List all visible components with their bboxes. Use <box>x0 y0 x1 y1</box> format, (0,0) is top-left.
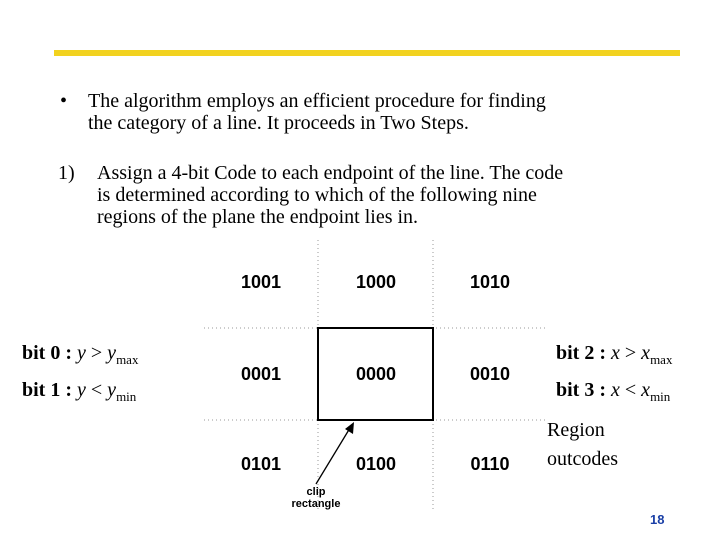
step-line-3: regions of the plane the endpoint lies in. <box>97 206 419 228</box>
bullet-line-2: the category of a line. It proceeds in Two Steps. <box>88 112 469 134</box>
code-top-left: 1001 <box>240 272 282 292</box>
clip-arrow-line <box>316 428 350 484</box>
region-label-line-1: Region <box>547 419 605 441</box>
region-label-line-2: outcodes <box>547 448 619 470</box>
bullet-marker: • <box>60 90 68 112</box>
clip-label-line-2: rectangle <box>291 498 341 510</box>
bit1-label: bit 1 : $y < y_{min}$ <box>22 379 137 404</box>
step-line-2: is determined according to which of the following nine <box>97 184 537 206</box>
code-bottom-center: 0100 <box>355 454 397 474</box>
bullet-line-1: The algorithm employs an efficient procedure for finding <box>88 90 546 112</box>
step-text <box>97 162 677 228</box>
title-accent-bar <box>54 50 680 56</box>
code-top-center: 1000 <box>355 272 397 292</box>
code-center: 0000 <box>355 364 397 384</box>
code-bottom-right: 0110 <box>470 454 510 474</box>
code-bottom-left: 0101 <box>240 454 282 474</box>
clip-arrow-head <box>345 422 354 434</box>
outcode-diagram <box>0 236 720 526</box>
clip-label-line-1: clip <box>306 486 326 498</box>
bit2-label: bit 2 : $x > x_{max}$ <box>556 342 673 367</box>
bit0-label: bit 0 : $y > y_{max}$ <box>22 342 139 367</box>
step-line-1: Assign a 4-bit Code to each endpoint of the line. The code <box>97 162 564 184</box>
bit3-label: bit 3 : $x < x_{min}$ <box>556 379 671 404</box>
clip-rectangle-label <box>276 486 356 510</box>
code-middle-left: 0001 <box>240 364 282 384</box>
step-number: 1) <box>58 162 75 184</box>
bullet-text <box>88 90 688 134</box>
code-middle-right: 0010 <box>469 364 511 384</box>
region-outcodes-label <box>547 416 618 474</box>
page-number: 18 <box>650 512 665 527</box>
code-top-right: 1010 <box>469 272 511 292</box>
